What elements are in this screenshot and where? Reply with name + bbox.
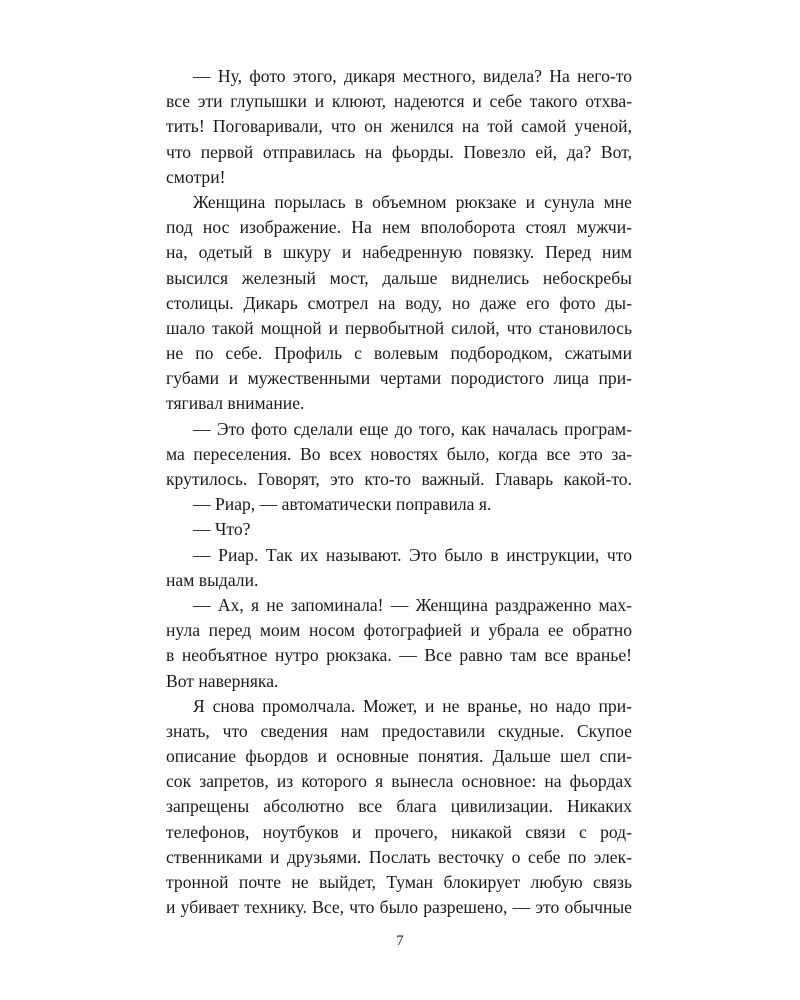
text-line: и убивает технику. Все, что было разрешено, — это обычные xyxy=(166,897,632,918)
paragraph xyxy=(166,492,632,517)
text-line: что первой отправилась на фьорды. Повезло ей, да? Вот, xyxy=(166,141,632,162)
paragraph xyxy=(166,543,632,593)
text-line: смотри! xyxy=(166,166,226,187)
text-line: — Что? xyxy=(193,519,251,540)
text-line: тронной почте не выйдет, Туман блокирует любую связь xyxy=(166,872,632,892)
text-line: все эти глупышки и клюют, надеются и себе такого отхва- xyxy=(166,91,632,112)
text-line: шало такой мощной и первобытной силой, что становилось xyxy=(166,317,632,338)
text-line: запрещены абсолютно все блага цивилизации. Никаких xyxy=(166,796,632,817)
text-line: на, одетый в шкуру и набедренную повязку. Перед ним xyxy=(166,242,632,263)
text-line: в необъятное нутро рюкзака. — Все равно там все вранье! xyxy=(166,645,632,666)
text-line: крутилось. Говорят, это кто-то важный. Главарь какой-то. xyxy=(166,469,632,489)
paragraph xyxy=(166,694,632,921)
text-line: описание фьордов и основные понятия. Дальше шел спи- xyxy=(166,746,632,767)
text-line: сок запретов, из которого я вынесла основное: на фьордах xyxy=(166,771,632,792)
text-line: высился железный мост, дальше виднелись небоскребы xyxy=(166,267,632,288)
paragraph xyxy=(166,64,632,190)
page-text xyxy=(166,64,632,920)
text-line: Вот наверняка. xyxy=(166,670,279,691)
paragraph xyxy=(166,517,632,542)
text-line: телефонов, ноутбуков и прочего, никакой связи с род- xyxy=(166,821,632,842)
paragraph xyxy=(166,593,632,694)
text-line: тить! Поговаривали, что он женился на той самой ученой, xyxy=(166,116,632,137)
text-line: Я снова промолчала. Может, и не вранье, но надо при- xyxy=(193,695,632,716)
text-line: ственниками и друзьями. Послать весточку о себе по элек- xyxy=(166,846,632,867)
text-line: нам выдали. xyxy=(166,569,259,590)
paragraph xyxy=(166,190,632,417)
page-number: 7 xyxy=(396,933,404,949)
text-line: ма переселения. Во всех новостях было, когда все это за- xyxy=(166,443,632,464)
text-line: — Риар. Так их называют. Это было в инструкции, что xyxy=(193,544,632,565)
text-line: — Ах, я не запоминала! — Женщина раздраженно мах- xyxy=(193,594,632,615)
text-line: Женщина порылась в объемном рюкзаке и сунула мне xyxy=(193,191,632,212)
paragraph xyxy=(166,417,632,493)
text-line: под нос изображение. На нем вполоборота стоял мужчи- xyxy=(166,217,632,238)
text-line: столицы. Дикарь смотрел на воду, но даже его фото ды- xyxy=(166,292,632,313)
text-line: знать, что сведения нам предоставили скудные. Скупое xyxy=(166,720,632,741)
text-line: тягивал внимание. xyxy=(166,393,305,414)
text-line: — Ну, фото этого, дикаря местного, видела? На него-то xyxy=(193,66,632,86)
text-line: не по себе. Профиль с волевым подбородком, сжатыми xyxy=(166,343,632,364)
text-line: — Это фото сделали еще до того, как началась програм- xyxy=(193,418,632,439)
text-line: губами и мужественными чертами породистого лица при- xyxy=(166,368,632,389)
text-line: нула перед моим носом фотографией и убрала ее обратно xyxy=(166,620,632,641)
text-line: — Риар, — автоматически поправила я. xyxy=(193,494,492,515)
